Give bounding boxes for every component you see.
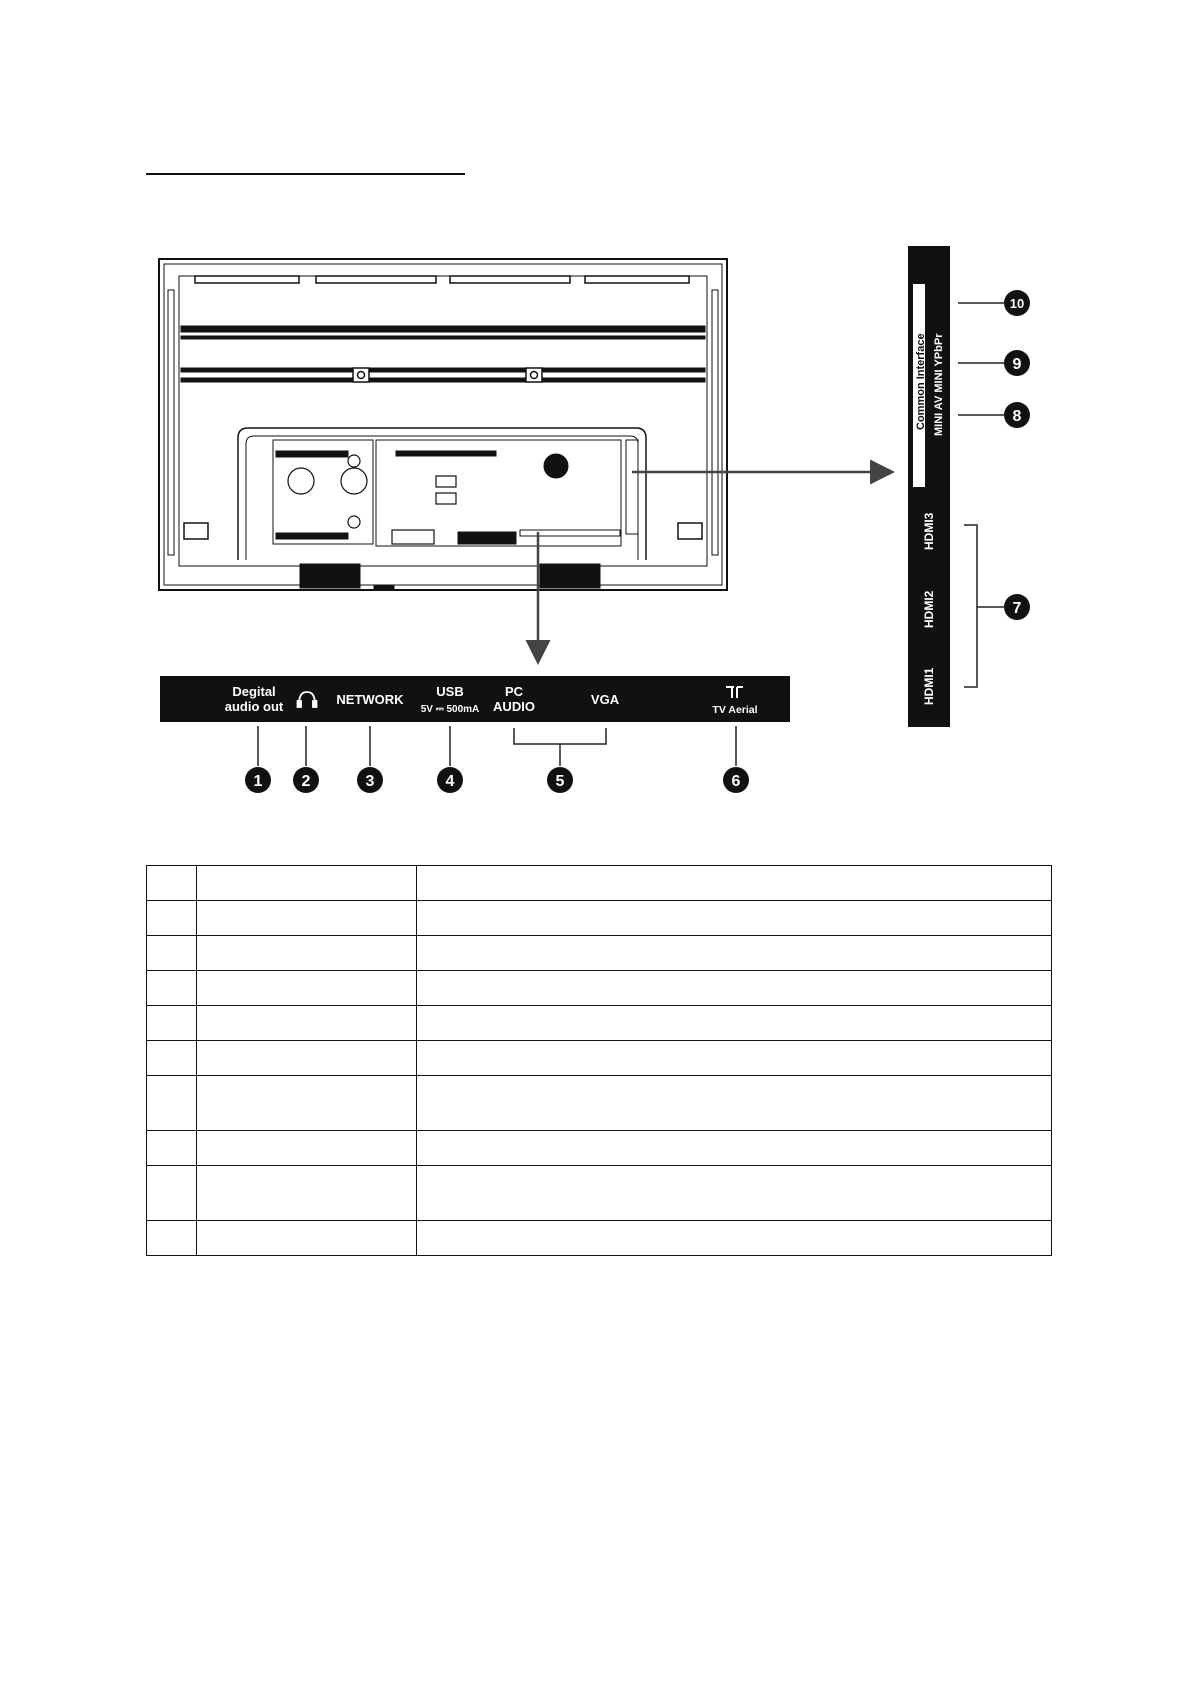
table-row: [147, 1131, 1052, 1166]
port-usb-label-2: 5V ⎓ 500mA: [420, 704, 480, 715]
table-cell: [147, 1076, 197, 1131]
callout-1-number: 1: [253, 773, 263, 790]
table-cell: [197, 1221, 417, 1256]
port-digital-audio-label-1: Degital: [232, 684, 276, 699]
table-cell: [197, 1166, 417, 1221]
port-digital-audio-label-2: audio out: [224, 699, 284, 714]
table-cell: [417, 866, 1052, 901]
table-row: [147, 1041, 1052, 1076]
callout-10-number: 10: [1009, 296, 1025, 311]
tv-back-panel: [159, 259, 727, 590]
callout-3-number: 3: [365, 773, 375, 790]
port-pc-audio-label-2: AUDIO: [493, 699, 535, 714]
callout-4-number: 4: [445, 773, 455, 790]
table-cell: [197, 901, 417, 936]
table-row: [147, 1006, 1052, 1041]
table-cell: [417, 1041, 1052, 1076]
callout-8-number: 8: [1012, 408, 1022, 425]
table-cell: [417, 1006, 1052, 1041]
table-row: [147, 971, 1052, 1006]
table-cell: [417, 1076, 1052, 1131]
table-cell: [147, 866, 197, 901]
connector-table: [146, 865, 1052, 1256]
table-row: [147, 936, 1052, 971]
table-row: [147, 901, 1052, 936]
callout-7-number: 7: [1012, 600, 1022, 617]
table-cell: [147, 1221, 197, 1256]
port-vga-label: VGA: [590, 692, 620, 707]
hdmi3-label: HDMI3: [922, 512, 936, 550]
av-label: MINI AV MINI YPbPr: [933, 333, 945, 436]
port-pc-audio-label-1: PC: [504, 684, 524, 699]
table-row: [147, 1076, 1052, 1131]
table-cell: [417, 1221, 1052, 1256]
table-cell: [417, 901, 1052, 936]
callout-2-number: 2: [301, 773, 311, 790]
port-usb-label-1: USB: [436, 684, 464, 699]
table-cell: [417, 1166, 1052, 1221]
table-cell: [417, 936, 1052, 971]
ci-label: Common Interface: [915, 333, 927, 430]
table-cell: [417, 971, 1052, 1006]
table-cell: [147, 1006, 197, 1041]
table-cell: [197, 1076, 417, 1131]
table-cell: [197, 936, 417, 971]
callout-6-number: 6: [731, 773, 741, 790]
callout-5-number: 5: [555, 773, 565, 790]
table-cell: [147, 1166, 197, 1221]
table-cell: [147, 936, 197, 971]
table-cell: [197, 1006, 417, 1041]
table-row: [147, 1221, 1052, 1256]
callout-9-number: 9: [1012, 356, 1022, 373]
table-cell: [197, 1041, 417, 1076]
hdmi2-label: HDMI2: [922, 590, 936, 628]
table-cell: [147, 1041, 197, 1076]
port-network-label: NETWORK: [336, 692, 404, 707]
table-cell: [417, 1131, 1052, 1166]
port-tv-aerial-label: TV Aerial: [712, 704, 758, 716]
table-cell: [197, 971, 417, 1006]
table-row: [147, 1166, 1052, 1221]
hdmi1-label: HDMI1: [922, 667, 936, 705]
table-cell: [147, 901, 197, 936]
table-cell: [147, 1131, 197, 1166]
table-cell: [147, 971, 197, 1006]
table-cell: [197, 1131, 417, 1166]
table-row: [147, 866, 1052, 901]
table-cell: [197, 866, 417, 901]
